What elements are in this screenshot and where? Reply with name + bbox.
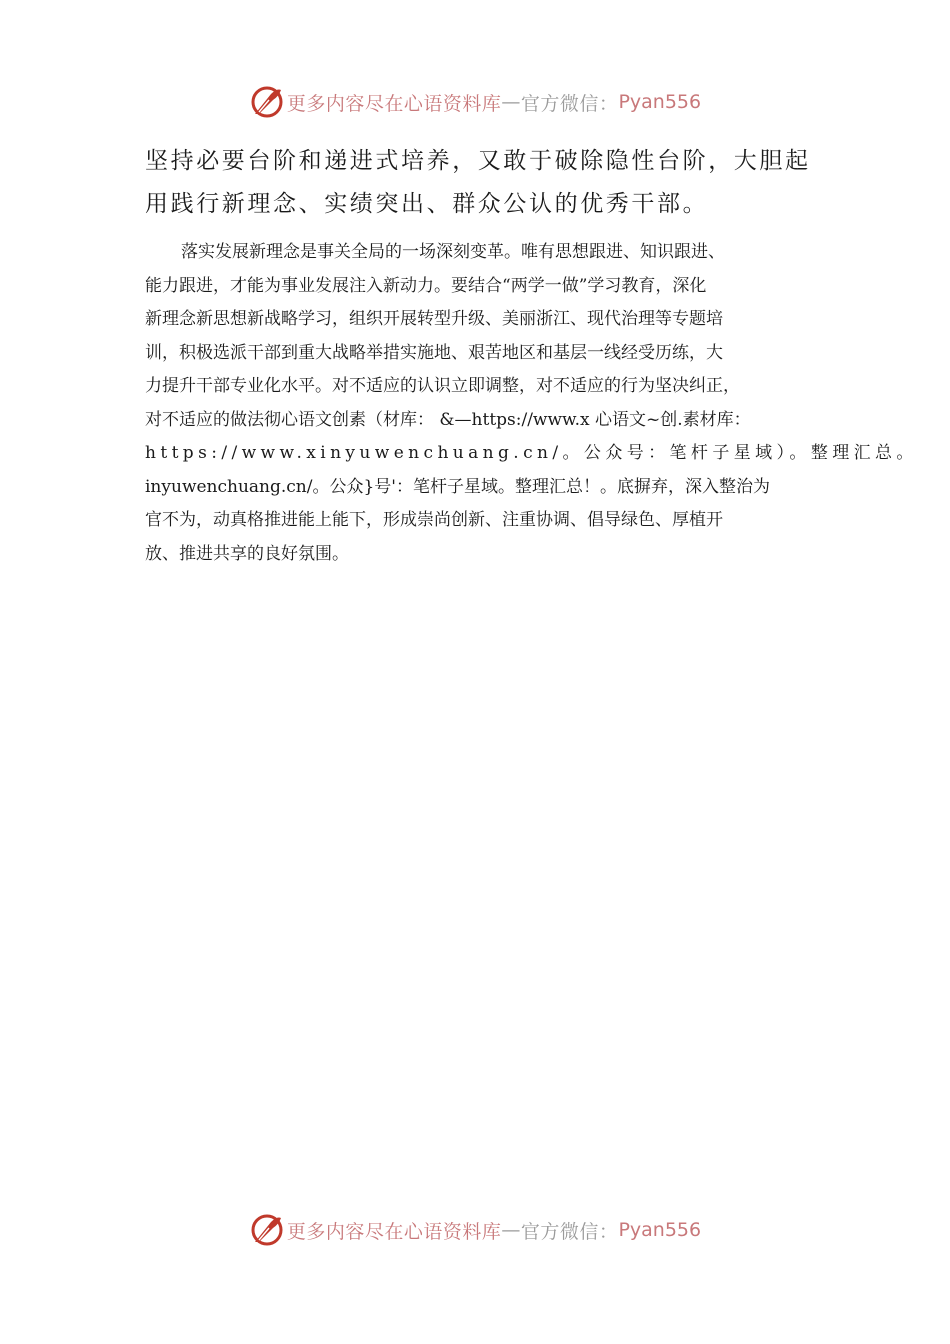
quill-logo-icon bbox=[249, 84, 285, 120]
paragraph-line: 训，积极选派干部到重大战略举措实施地、艰苦地区和基层一线经受历练，大 bbox=[145, 342, 723, 363]
heading-line: 用践行新理念、实绩突出、群众公认的优秀干部。 bbox=[145, 191, 709, 217]
banner-dash: — bbox=[501, 1219, 521, 1241]
banner-handle: Pyan556 bbox=[618, 91, 702, 113]
footer-banner bbox=[0, 1210, 950, 1250]
header-banner bbox=[0, 82, 950, 122]
paragraph-line: 官不为，动真格推进能上能下，形成崇尚创新、注重协调、倡导绿色、厚植开 bbox=[145, 510, 723, 530]
paragraph-line: 新理念新思想新战略学习，组织开展转型升级、美丽浙江、现代治理等专题培 bbox=[145, 309, 723, 329]
banner-main-text: 更多内容尽在心语资料库 bbox=[286, 92, 502, 115]
paragraph-line: 能力跟进，才能为事业发展注入新动力。要结合“两学一做”学习教育，深化 bbox=[145, 275, 707, 296]
paragraph-line: inyuwenchuang.cn/。公众}号'：笔杆子星域。整理汇总！。底摒弃，深入整治为 bbox=[145, 476, 770, 497]
paragraph-line: 对不适应的做法彻心语文创素（材库： &—https://www.x 心语文~创.素材库： bbox=[145, 409, 751, 430]
paragraph-line: 落实发展新理念是事关全局的一场深刻变革。唯有思想跟进、知识跟进、 bbox=[181, 242, 725, 262]
paragraph-line: 力提升干部专业化水平。对不适应的认识立即调整，对不适应的行为坚决纠正， bbox=[145, 376, 740, 396]
banner-dash: — bbox=[501, 91, 521, 113]
body-paragraph bbox=[145, 236, 918, 571]
paragraph-line: https://www.xinyuwenchuang.cn/。公众号：笔杆子星域）。整理汇总。 bbox=[145, 443, 918, 463]
banner-sub-text: 官方微信： bbox=[520, 92, 619, 115]
banner-main-text: 更多内容尽在心语资料库 bbox=[286, 1220, 502, 1243]
heading-line: 坚持必要台阶和递进式培养，又敢于破除隐性台阶，大胆起 bbox=[145, 148, 811, 174]
banner-handle: Pyan556 bbox=[618, 1219, 702, 1241]
quill-logo-icon bbox=[249, 1212, 285, 1248]
paragraph-line: 放、推进共享的良好氛围。 bbox=[145, 543, 349, 564]
banner-sub-text: 官方微信： bbox=[520, 1220, 619, 1243]
document-body bbox=[145, 140, 918, 571]
